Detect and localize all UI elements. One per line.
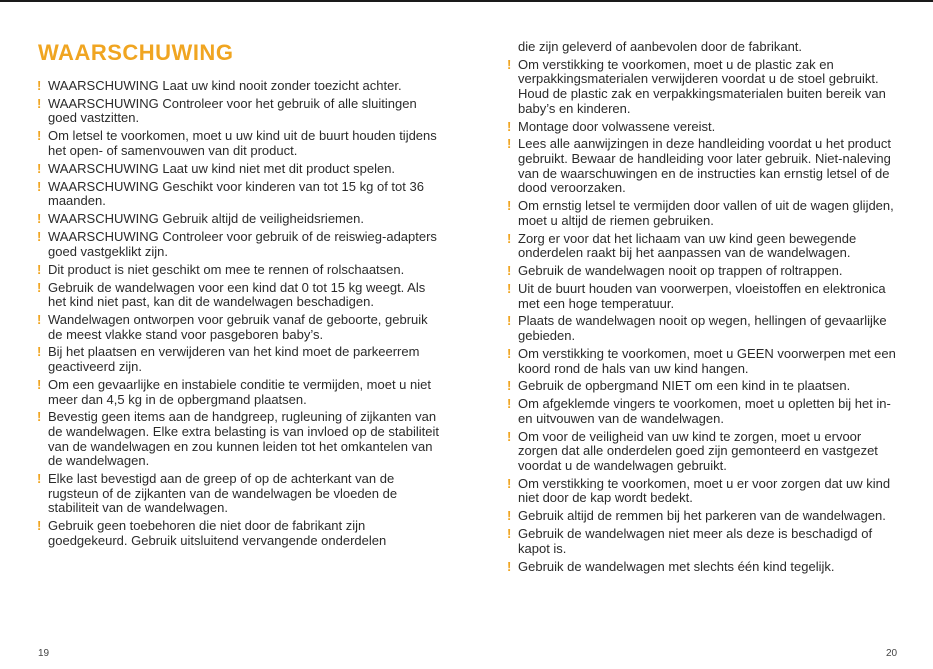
warning-icon: ! [507,475,512,491]
warning-icon: ! [37,160,42,176]
list-item: ! WAARSCHUWING Laat uw kind niet met dit product spelen. [37,160,396,176]
warning-icon: ! [507,198,512,214]
warning-icon: ! [37,409,42,425]
warning-icon: ! [507,526,512,542]
list-item: ! WAARSCHUWING Gebruik altijd de veiligheidsriemen. [37,211,364,227]
list-item: ! WAARSCHUWING Laat uw kind nooit zonder toezicht achter. [37,78,402,93]
warning-icon: ! [507,313,512,329]
warning-icon: ! [37,311,42,327]
list-item: ! Gebruik altijd de remmen bij het parkeren van de wandelwagen. [507,508,886,524]
list-item: ! WAARSCHUWING Controleer voor het gebruik of alle sluitingen goed vastzitten. [37,95,417,126]
list-item: ! Gebruik de wandelwagen niet meer als deze is beschadigd of kapot is. [507,526,873,556]
list-item: ! Bij het plaatsen en verwijderen van het kind moet de parkeerrem geactiveerd zijn. [37,344,420,375]
warning-icon: ! [507,56,512,72]
list-item: ! Om afgeklemde vingers te voorkomen, moet u opletten bij het in- en uitvouwen van de wandelwagen. [507,396,891,426]
left-column [38,79,440,552]
list-item: ! Gebruik de wandelwagen met slechts één kind tegelijk. [507,558,835,574]
list-item: ! Gebruik de wandelwagen voor een kind dat 0 tot 15 kg weegt. Als het kind niet past, kan dit de wandelwagen beschadigen. [37,279,426,310]
list-item: ! Montage door volwassene vereist. [507,118,716,134]
page-number-left: 19 [38,648,50,659]
right-warning-list [508,58,898,574]
list-item: ! Wandelwagen ontworpen voor gebruik vanaf de geboorte, gebruik de meest vlakke stand voor pasgeboren baby’s. [37,311,428,342]
list-item: ! Om een gevaarlijke en instabiele conditie te vermijden, moet u niet meer dan 4,5 kg in de opbergmand plaatsen. [37,376,431,407]
list-item: ! Zorg er voor dat het lichaam van uw kind geen bewegende onderdelen raakt bij het aanpassen van de wandelwagen. [507,230,857,261]
left-warning-list [38,79,440,548]
warning-icon: ! [507,508,512,524]
warning-icon: ! [507,396,512,412]
warning-icon: ! [507,345,512,361]
warning-icon: ! [507,118,512,134]
list-item: ! Om ernstig letsel te vermijden door vallen of uit de wagen glijden, moet u altijd de riemen gebruiken. [507,198,894,228]
top-border-line [0,0,933,2]
warning-icon: ! [37,279,42,295]
warning-icon: ! [37,178,42,194]
warning-icon: ! [37,229,42,245]
warning-icon: ! [37,95,42,111]
warning-icon: ! [37,261,42,277]
list-item: ! Uit de buurt houden van voorwerpen, vloeistoffen en elektronica met een hoge temperatuur. [507,280,886,311]
warning-icon: ! [37,211,42,227]
list-item: ! Om voor de veiligheid van uw kind te zorgen, moet u ervoor zorgen dat alle onderdelen goed zijn gemonteerd en vastgezet voordat u de wandelwagen gebruikt. [507,428,878,473]
list-item: ! Om verstikking te voorkomen, moet u GEEN voorwerpen met een koord rond de hals van uw kind hangen. [507,345,896,376]
warning-icon: ! [37,376,42,392]
page-title: WAARSCHUWING [38,40,234,65]
warning-icon: ! [507,263,512,279]
warning-icon: ! [507,136,512,152]
page-number-right: 20 [886,648,898,659]
warning-icon: ! [507,378,512,394]
right-column [508,40,898,578]
list-item: ! Gebruik geen toebehoren die niet door de fabrikant zijn goedgekeurd. Gebruik uitsluitend vervangende onderdelen [37,518,387,548]
warning-icon: ! [507,558,512,574]
warning-icon: ! [37,518,42,534]
list-item: ! Plaats de wandelwagen nooit op wegen, hellingen of gevaarlijke gebieden. [507,313,887,344]
list-item: ! Om verstikking te voorkomen, moet u de plastic zak en verpakkingsmaterialen verwijderen voordat u de stoel gebruikt. Houd de plastic zak en verpakkingsmaterialen buiten bereik van baby’s en kinderen. [507,56,886,116]
list-item: ! Gebruik de wandelwagen nooit op trappen of roltrappen. [507,263,843,279]
continued-text: die zijn geleverd of aanbevolen door de fabrikant. [518,39,803,54]
warning-icon: ! [507,428,512,444]
warning-icon: ! [507,230,512,246]
list-item: ! Lees alle aanwijzingen in deze handleiding voordat u het product gebruikt. Bewaar de handleiding voor later gebruik. Niet-naleving van de waarschuwingen en de instructies kan ernstig letsel of de dood veroorzaken. [507,136,891,196]
list-item: ! Dit product is niet geschikt om mee te rennen of rolschaatsen. [37,261,405,277]
list-item: ! Om verstikking te voorkomen, moet u er voor zorgen dat uw kind niet door de kap wordt bedekt. [507,475,891,506]
warning-icon: ! [37,344,42,360]
list-item: ! WAARSCHUWING Controleer voor gebruik of de reiswieg-adapters goed vastgeklikt zijn. [37,229,437,259]
warning-icon: ! [507,280,512,296]
warning-icon: ! [37,78,42,93]
warning-icon: ! [37,471,42,487]
list-item: ! Om letsel te voorkomen, moet u uw kind uit de buurt houden tijdens het open- of samenvouwen van dit product. [37,128,437,158]
list-item: ! WAARSCHUWING Geschikt voor kinderen van tot 15 kg of tot 36 maanden. [37,178,424,209]
list-item: ! Bevestig geen items aan de handgreep, rugleuning of zijkanten van de wandelwagen. Elke extra belasting is van invloed op de stabiliteit van de wandelwagen en zou kunnen leiden tot het omkantelen van de wandelwagen. [37,409,439,469]
list-item: ! Elke last bevestigd aan de greep of op de achterkant van de rugsteun of de zijkanten van de wandelwagen be vloeden de stabiliteit van de wandelwagen. [37,471,398,516]
warning-icon: ! [37,128,42,144]
list-item: ! Gebruik de opbergmand NIET om een kind in te plaatsen. [507,378,851,394]
